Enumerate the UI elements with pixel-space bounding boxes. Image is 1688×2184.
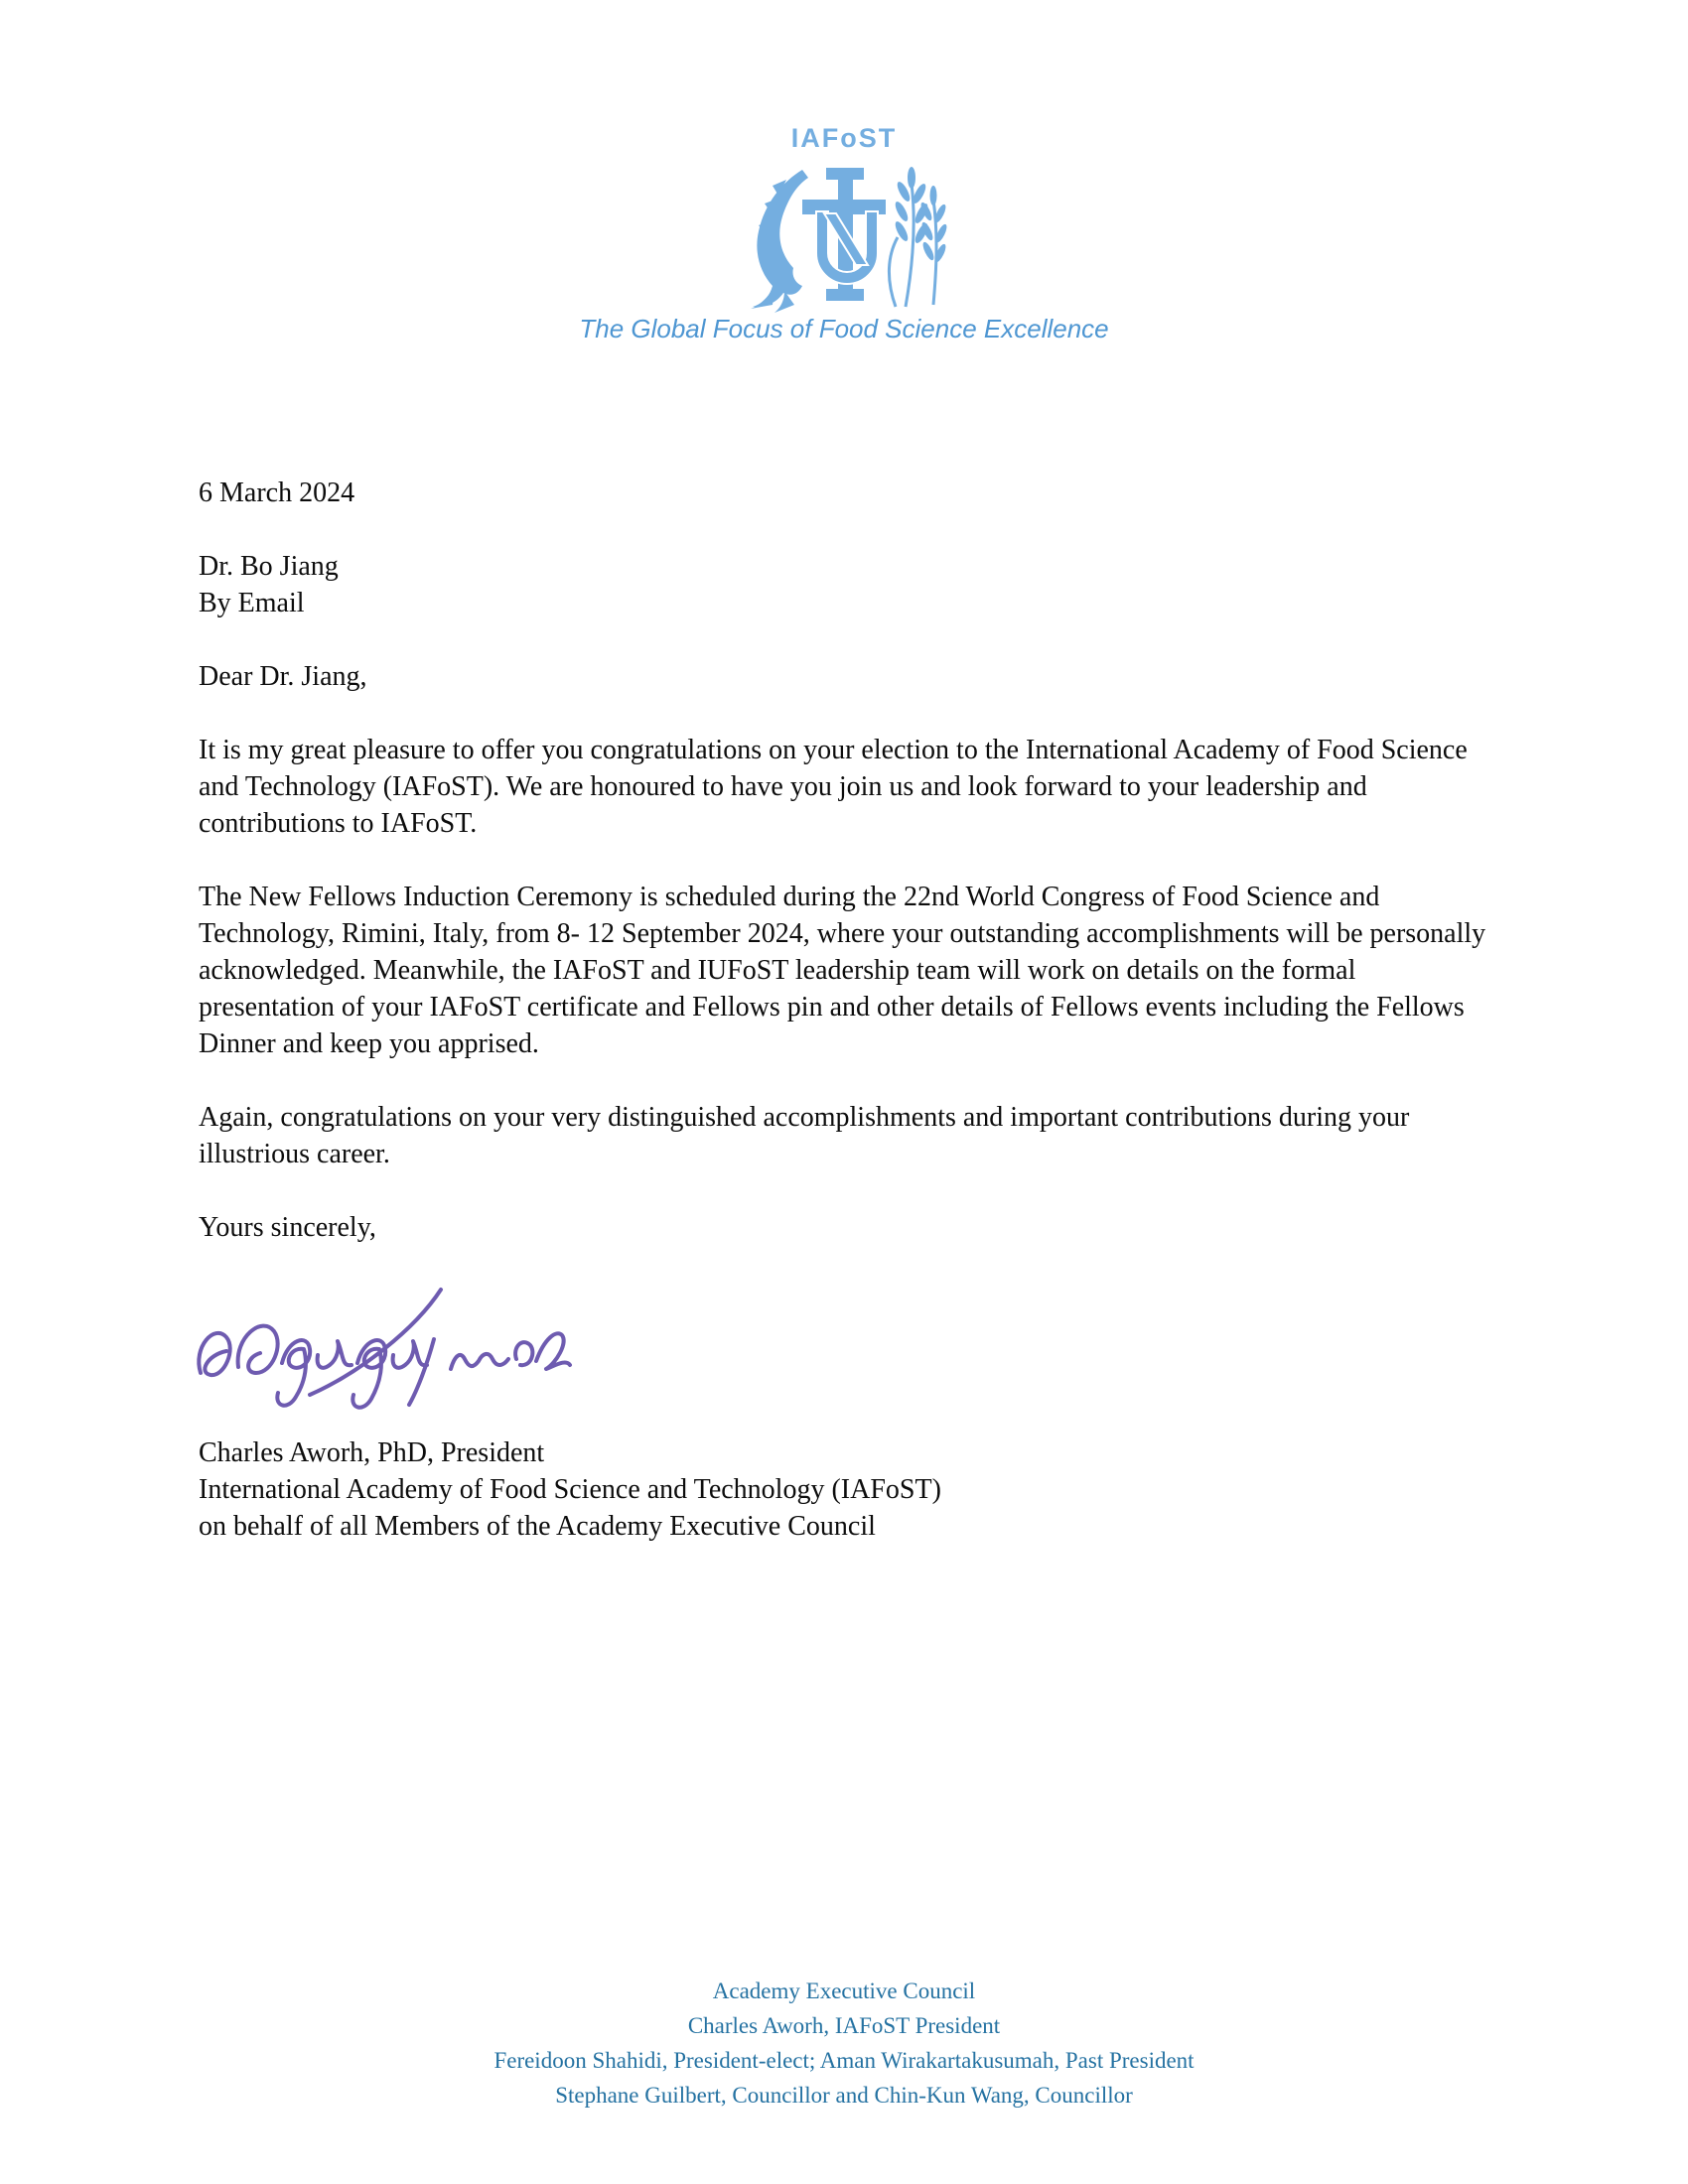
- letter-body: [199, 475, 1497, 1545]
- footer-line: Charles Aworh, IAFoST President: [687, 2013, 1001, 2038]
- signature-block: [199, 1434, 1497, 1545]
- wheat-icon: [889, 167, 948, 307]
- footer-line: Academy Executive Council: [712, 1979, 976, 2003]
- footer-line: Stephane Guilbert, Councillor and Chin-Kun Wang, Councillor: [555, 2083, 1133, 2108]
- iufost-monogram-icon: [802, 168, 886, 301]
- fish-icon: [751, 170, 808, 313]
- signer-organization: International Academy of Food Science and Technology (IAFoST): [199, 1474, 941, 1505]
- body-paragraph: Again, congratulations on your very distinguished accomplishments and important contributions during your illustrious career.: [199, 1102, 1410, 1169]
- signer-name-title: Charles Aworh, PhD, President: [199, 1437, 545, 1468]
- org-tagline: The Global Focus of Food Science Excellence: [579, 314, 1109, 343]
- recipient-name: Dr. Bo Jiang: [199, 551, 339, 582]
- delivery-method: By Email: [199, 588, 305, 618]
- signer-on-behalf: on behalf of all Members of the Academy Executive Council: [199, 1511, 876, 1542]
- recipient-block: [199, 548, 1497, 621]
- closing: Yours sincerely,: [199, 1212, 376, 1243]
- footer-lines: [0, 1974, 1688, 2113]
- body-paragraphs: [199, 732, 1497, 1172]
- letterhead: [0, 125, 1688, 343]
- body-paragraph: It is my great pleasure to offer you congratulations on your election to the International Academy of Food Science and Technology (IAFoST). We are honoured to have you join us and look forward to your leadership and contributions to IAFoST.: [199, 735, 1468, 839]
- iafost-logo-icon: [739, 156, 949, 313]
- body-paragraph: The New Fellows Induction Ceremony is scheduled during the 22nd World Congress of Food Science and Technology, Rimini, Italy, from 8- 12 September 2024, where your outstanding accomplishments will be personally acknowledged. Meanwhile, the IAFoST and IUFoST leadership team will work on details on the formal presentation of your IAFoST certificate and Fellows pin and other details of Fellows events including the Fellows Dinner and keep you apprised.: [199, 882, 1486, 1059]
- footer-line: Fereidoon Shahidi, President-elect; Aman Wirakartakusumah, Past President: [493, 2048, 1195, 2073]
- handwritten-signature: [191, 1274, 573, 1415]
- letter-date: 6 March 2024: [199, 478, 355, 508]
- salutation: Dear Dr. Jiang,: [199, 661, 367, 692]
- org-wordmark: IAFoST: [790, 123, 898, 153]
- footer: [0, 1974, 1688, 2113]
